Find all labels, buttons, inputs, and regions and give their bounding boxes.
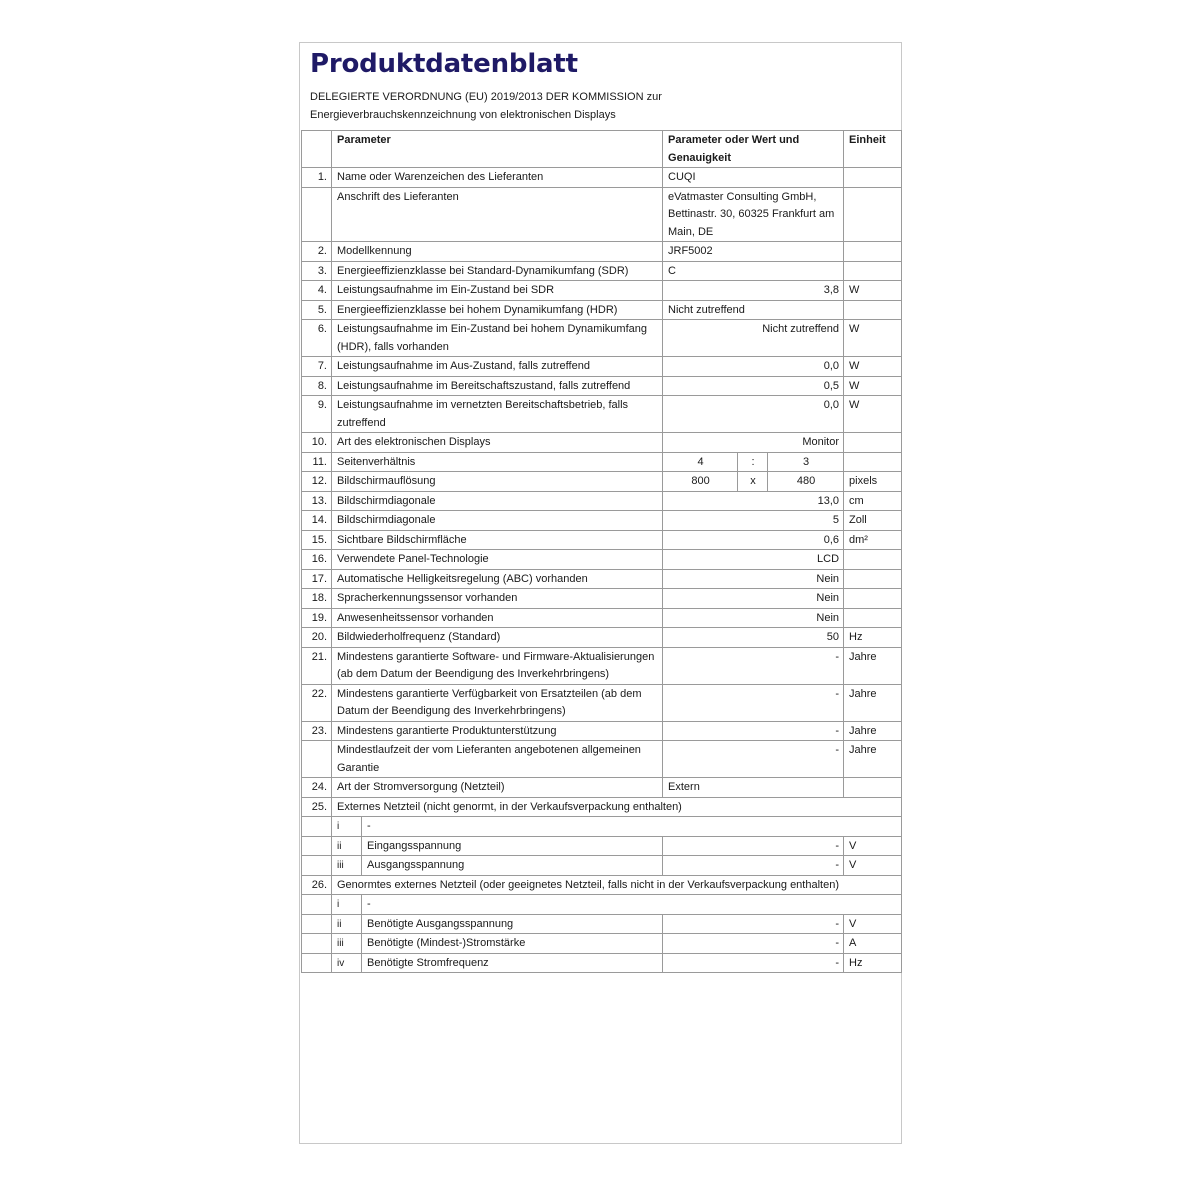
table-row (302, 242, 902, 262)
row-unit: Hz (844, 953, 902, 973)
row-label: Leistungsaufnahme im Ein-Zustand bei SDR (332, 281, 663, 301)
table-row (302, 856, 902, 876)
row-value: 0,0 (663, 396, 844, 433)
row-number: 18. (302, 589, 332, 609)
row-unit: pixels (844, 472, 902, 492)
row-unit (844, 569, 902, 589)
row-label: Leistungsaufnahme im Aus-Zustand, falls zutreffend (332, 357, 663, 377)
table-row (302, 895, 902, 915)
sub-item-roman: ii (332, 914, 362, 934)
row-unit (844, 608, 902, 628)
row-number: 11. (302, 452, 332, 472)
row-unit (844, 187, 902, 242)
row-number: 3. (302, 261, 332, 281)
table-row (302, 608, 902, 628)
row-label: Mindestens garantierte Produktunterstützung (332, 721, 663, 741)
sub-item-label: Ausgangsspannung (362, 856, 663, 876)
table-row (302, 511, 902, 531)
row-number: 13. (302, 491, 332, 511)
row-unit: Jahre (844, 647, 902, 684)
row-label: Sichtbare Bildschirmfläche (332, 530, 663, 550)
page-title: Produktdatenblatt (310, 49, 578, 79)
row-unit (844, 778, 902, 798)
header-parameter: Parameter (332, 131, 663, 168)
table-row (302, 261, 902, 281)
row-number: 4. (302, 281, 332, 301)
row-number: 10. (302, 433, 332, 453)
row-number (302, 914, 332, 934)
table-header-row (302, 131, 902, 168)
row-unit: Jahre (844, 741, 902, 778)
table-row (302, 836, 902, 856)
table-row (302, 472, 902, 492)
row-number: 15. (302, 530, 332, 550)
row-value: Nein (663, 589, 844, 609)
row-value: Nein (663, 569, 844, 589)
row-unit: V (844, 914, 902, 934)
row-unit (844, 261, 902, 281)
row-label: Energieeffizienzklasse bei hohem Dynamikumfang (HDR) (332, 300, 663, 320)
section-label: Genormtes externes Netzteil (oder geeignetes Netzteil, falls nicht in der Verkaufsverpackung enthalten) (332, 875, 902, 895)
table-row (302, 953, 902, 973)
row-label: Art des elektronischen Displays (332, 433, 663, 453)
product-data-sheet (299, 42, 902, 1144)
row-value: - (663, 934, 844, 954)
sub-item-label: - (362, 895, 902, 915)
row-number: 1. (302, 168, 332, 188)
table-row (302, 300, 902, 320)
sub-item-label: - (362, 817, 902, 837)
resolution-height-value: 480 (768, 472, 844, 492)
row-value: - (663, 684, 844, 721)
table-row (302, 530, 902, 550)
row-unit: Hz (844, 628, 902, 648)
sub-item-label: Benötigte Stromfrequenz (362, 953, 663, 973)
row-value: - (663, 647, 844, 684)
row-value: - (663, 721, 844, 741)
row-number: 21. (302, 647, 332, 684)
row-value: 13,0 (663, 491, 844, 511)
row-number: 9. (302, 396, 332, 433)
sub-item-roman: iii (332, 856, 362, 876)
row-value: 0,0 (663, 357, 844, 377)
table-row (302, 684, 902, 721)
table-row (302, 628, 902, 648)
row-label: Anwesenheitssensor vorhanden (332, 608, 663, 628)
row-number: 7. (302, 357, 332, 377)
row-value: 0,5 (663, 376, 844, 396)
table-row (302, 778, 902, 798)
row-number: 16. (302, 550, 332, 570)
row-value: Extern (663, 778, 844, 798)
resolution-separator: x (738, 472, 768, 492)
header-num-cell (302, 131, 332, 168)
row-number: 17. (302, 569, 332, 589)
row-number (302, 836, 332, 856)
row-unit: W (844, 376, 902, 396)
row-value: 5 (663, 511, 844, 531)
row-label: Leistungsaufnahme im Ein-Zustand bei hohem Dynamikumfang (HDR), falls vorhanden (332, 320, 663, 357)
row-number (302, 856, 332, 876)
sub-item-roman: iv (332, 953, 362, 973)
table-row (302, 168, 902, 188)
table-row (302, 320, 902, 357)
table-row (302, 741, 902, 778)
row-label: Spracherkennungssensor vorhanden (332, 589, 663, 609)
header-unit: Einheit (844, 131, 902, 168)
table-row (302, 721, 902, 741)
header-value: Parameter oder Wert und Genauigkeit (663, 131, 844, 168)
sub-item-roman: iii (332, 934, 362, 954)
table-row (302, 433, 902, 453)
row-number: 22. (302, 684, 332, 721)
row-number: 24. (302, 778, 332, 798)
table-row (302, 817, 902, 837)
aspect-separator: : (738, 452, 768, 472)
row-unit (844, 300, 902, 320)
row-label: Name oder Warenzeichen des Lieferanten (332, 168, 663, 188)
row-value: eVatmaster Consulting GmbH, Bettinastr. 30, 60325 Frankfurt am Main, DE (663, 187, 844, 242)
row-value: - (663, 914, 844, 934)
row-unit: A (844, 934, 902, 954)
row-value: - (663, 953, 844, 973)
row-unit: W (844, 281, 902, 301)
row-number (302, 953, 332, 973)
sub-item-roman: i (332, 817, 362, 837)
row-unit (844, 589, 902, 609)
row-unit: W (844, 320, 902, 357)
subtitle-line-1: DELEGIERTE VERORDNUNG (EU) 2019/2013 DER KOMMISSION zur (310, 91, 662, 103)
table-row (302, 914, 902, 934)
table-row (302, 491, 902, 511)
row-number: 6. (302, 320, 332, 357)
table-row (302, 797, 902, 817)
row-number: 23. (302, 721, 332, 741)
row-unit: Zoll (844, 511, 902, 531)
row-label: Mindestlaufzeit der vom Lieferanten angebotenen allgemeinen Garantie (332, 741, 663, 778)
row-number: 14. (302, 511, 332, 531)
row-number (302, 895, 332, 915)
row-number (302, 187, 332, 242)
sub-item-label: Eingangsspannung (362, 836, 663, 856)
row-unit: W (844, 357, 902, 377)
row-number (302, 934, 332, 954)
row-value: Nicht zutreffend (663, 320, 844, 357)
row-label: Mindestens garantierte Software- und Firmware-Aktualisierungen (ab dem Datum der Beendigung des Inverkehrbringens) (332, 647, 663, 684)
row-number: 19. (302, 608, 332, 628)
table-row (302, 647, 902, 684)
table-row (302, 875, 902, 895)
aspect-width-value: 4 (663, 452, 738, 472)
resolution-width-value: 800 (663, 472, 738, 492)
table-row (302, 357, 902, 377)
aspect-height-value: 3 (768, 452, 844, 472)
row-unit (844, 433, 902, 453)
row-unit: Jahre (844, 721, 902, 741)
spec-table (301, 130, 902, 973)
row-number: 25. (302, 797, 332, 817)
row-value: - (663, 741, 844, 778)
table-row (302, 589, 902, 609)
row-value: 50 (663, 628, 844, 648)
sub-item-roman: i (332, 895, 362, 915)
regulation-subtitle (310, 88, 890, 124)
row-label: Mindestens garantierte Verfügbarkeit von Ersatzteilen (ab dem Datum der Beendigung des Inverkehrbringens) (332, 684, 663, 721)
row-unit: W (844, 396, 902, 433)
row-number: 8. (302, 376, 332, 396)
row-label: Energieeffizienzklasse bei Standard-Dynamikumfang (SDR) (332, 261, 663, 281)
row-number: 5. (302, 300, 332, 320)
row-value: LCD (663, 550, 844, 570)
sub-item-label: Benötigte Ausgangsspannung (362, 914, 663, 934)
sub-item-roman: ii (332, 836, 362, 856)
row-value: 3,8 (663, 281, 844, 301)
row-label: Leistungsaufnahme im Bereitschaftszustand, falls zutreffend (332, 376, 663, 396)
row-label: Bildwiederholfrequenz (Standard) (332, 628, 663, 648)
row-unit (844, 452, 902, 472)
row-value: 0,6 (663, 530, 844, 550)
row-value: CUQI (663, 168, 844, 188)
row-unit: V (844, 856, 902, 876)
row-label: Bildschirmauflösung (332, 472, 663, 492)
table-row (302, 396, 902, 433)
row-value: Nein (663, 608, 844, 628)
row-unit: V (844, 836, 902, 856)
subtitle-line-2: Energieverbrauchskennzeichnung von elektronischen Displays (310, 109, 616, 121)
table-row (302, 569, 902, 589)
section-label: Externes Netzteil (nicht genormt, in der Verkaufsverpackung enthalten) (332, 797, 902, 817)
row-value: - (663, 856, 844, 876)
row-unit (844, 168, 902, 188)
row-label: Leistungsaufnahme im vernetzten Bereitschaftsbetrieb, falls zutreffend (332, 396, 663, 433)
row-number: 26. (302, 875, 332, 895)
table-row (302, 452, 902, 472)
table-row (302, 934, 902, 954)
row-unit (844, 242, 902, 262)
row-number: 20. (302, 628, 332, 648)
row-label: Automatische Helligkeitsregelung (ABC) vorhanden (332, 569, 663, 589)
row-label: Modellkennung (332, 242, 663, 262)
row-unit: Jahre (844, 684, 902, 721)
row-number (302, 817, 332, 837)
row-label: Art der Stromversorgung (Netzteil) (332, 778, 663, 798)
table-row (302, 281, 902, 301)
row-unit: cm (844, 491, 902, 511)
row-number: 2. (302, 242, 332, 262)
row-value: C (663, 261, 844, 281)
row-number: 12. (302, 472, 332, 492)
row-value: Nicht zutreffend (663, 300, 844, 320)
row-unit (844, 550, 902, 570)
row-value: JRF5002 (663, 242, 844, 262)
row-value: Monitor (663, 433, 844, 453)
row-number (302, 741, 332, 778)
table-row (302, 376, 902, 396)
row-unit: dm² (844, 530, 902, 550)
table-row (302, 187, 902, 242)
row-label: Seitenverhältnis (332, 452, 663, 472)
row-label: Bildschirmdiagonale (332, 491, 663, 511)
row-label: Bildschirmdiagonale (332, 511, 663, 531)
table-row (302, 550, 902, 570)
row-value: - (663, 836, 844, 856)
row-label: Anschrift des Lieferanten (332, 187, 663, 242)
sub-item-label: Benötigte (Mindest-)Stromstärke (362, 934, 663, 954)
row-label: Verwendete Panel-Technologie (332, 550, 663, 570)
